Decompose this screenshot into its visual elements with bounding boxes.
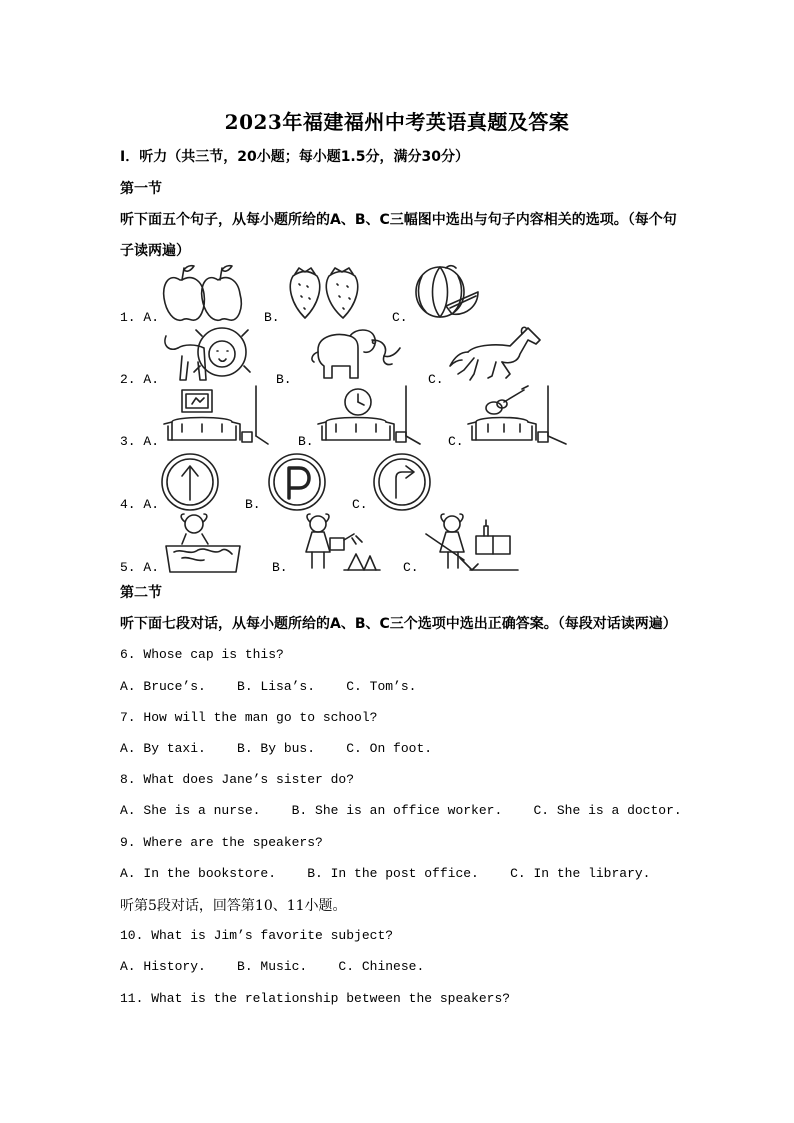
row5-label-b: B. <box>272 560 288 575</box>
elephant-icon <box>306 326 402 384</box>
row1-label-a: 1. A. <box>120 310 160 325</box>
girl-watering-flowers-icon <box>296 512 382 574</box>
page-title: 2023年福建福州中考英语真题及答案 <box>224 110 570 134</box>
question-6: 6. Whose cap is this? <box>120 647 284 662</box>
girl-washing-clothes-icon <box>160 512 246 574</box>
apples-icon <box>160 262 242 324</box>
options-10: A. History. B. Music. C. Chinese. <box>120 959 425 974</box>
question-10: 10. What is Jim’s favorite subject? <box>120 928 394 943</box>
sofa-with-picture-icon <box>162 386 268 446</box>
options-8: A. She is a nurse. B. She is an office worker. C. She is a doctor. <box>120 803 682 818</box>
question-7: 7. How will the man go to school? <box>120 710 378 725</box>
row4-label-b: B. <box>245 497 261 512</box>
row4-label-c: C. <box>352 497 368 512</box>
row3-label-a: 3. A. <box>120 434 160 449</box>
row3-label-c: C. <box>448 434 464 449</box>
instruction-line2: 子读两遍） <box>120 243 190 259</box>
sofa-with-guitar-icon <box>466 386 572 446</box>
lion-icon <box>160 326 252 384</box>
options-7: A. By taxi. B. By bus. C. On foot. <box>120 741 433 756</box>
section-heading: Ⅰ．听力（共三节，20小题；每小题1.5分，满分30分） <box>120 149 469 165</box>
row1-label-c: C. <box>392 310 408 325</box>
instruction-line1: 听下面五个句子，从每小题所给的A、B、C三幅图中选出与句子内容相关的选项。（每个句 <box>120 212 677 228</box>
instruction2: 听下面七段对话，从每小题所给的A、B、C三个选项中选出正确答案。（每段对话读两遍） <box>120 616 677 632</box>
row5-label-c: C. <box>403 560 419 575</box>
strawberries-icon <box>287 264 365 322</box>
turn-right-sign-icon <box>372 452 432 512</box>
part2-heading: 第二节 <box>120 585 162 601</box>
options-6: A. Bruce’s. B. Lisa’s. C. Tom’s. <box>120 679 417 694</box>
row5-label-a: 5. A. <box>120 560 160 575</box>
row1-label-b: B. <box>264 310 280 325</box>
parking-sign-icon <box>267 452 327 512</box>
question-9: 9. Where are the speakers? <box>120 835 323 850</box>
dialogue-note: 听第5段对话，回答第10、11小题。 <box>120 898 347 914</box>
horse-icon <box>448 322 548 384</box>
go-straight-sign-icon <box>160 452 220 512</box>
sofa-with-clock-icon <box>316 386 422 446</box>
options-9: A. In the bookstore. B. In the post office. C. In the library. <box>120 866 651 881</box>
part1-heading: 第一节 <box>120 181 162 197</box>
row2-label-b: B. <box>276 372 292 387</box>
row2-label-c: C. <box>428 372 444 387</box>
row3-label-b: B. <box>298 434 314 449</box>
row2-label-a: 2. A. <box>120 372 160 387</box>
row4-label-a: 4. A. <box>120 497 160 512</box>
question-8: 8. What does Jane’s sister do? <box>120 772 355 787</box>
question-11: 11. What is the relationship between the speakers? <box>120 991 511 1006</box>
watermelon-icon <box>412 262 482 320</box>
girl-sweeping-floor-icon <box>424 512 520 574</box>
